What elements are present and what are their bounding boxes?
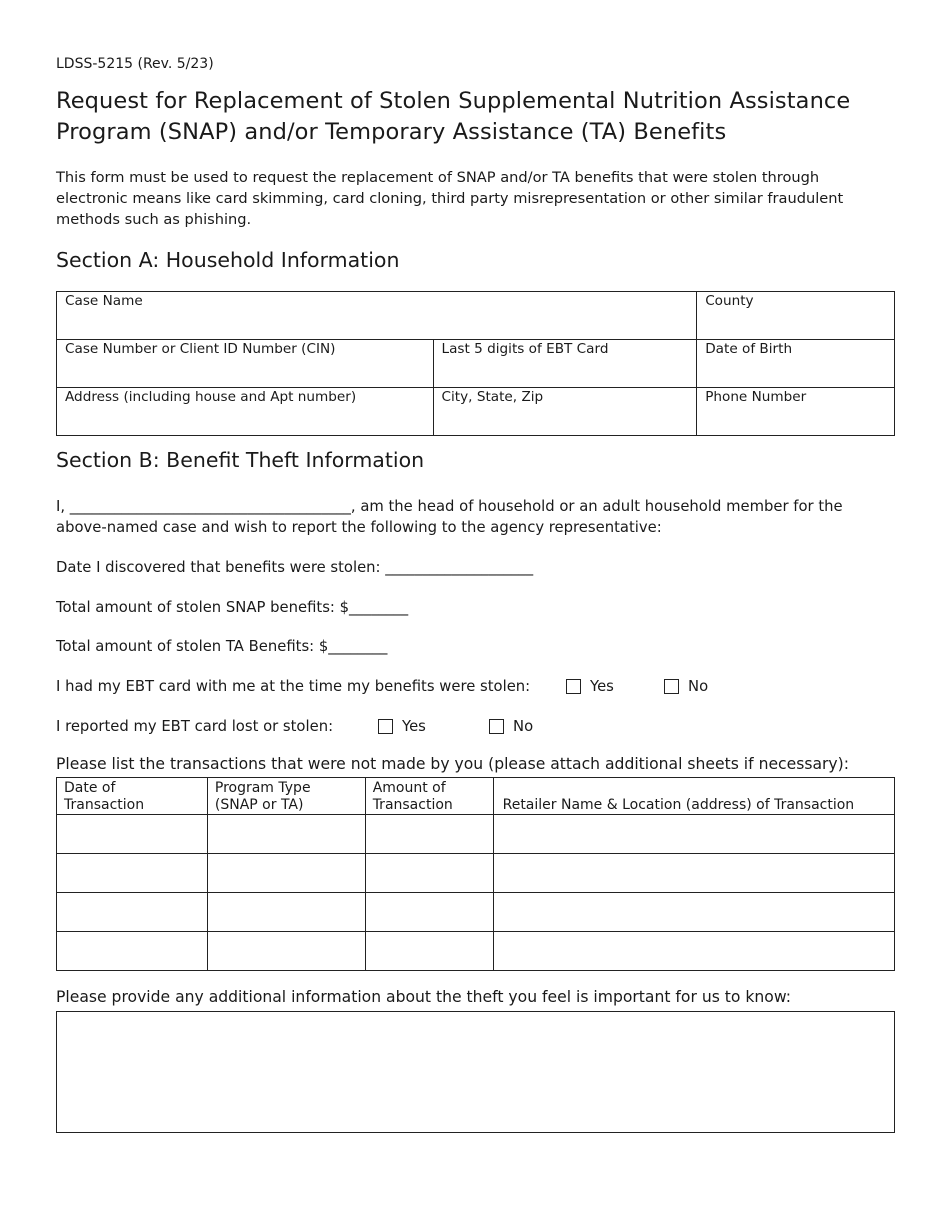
table-cell[interactable] [57,893,208,932]
snap-total-line[interactable]: Total amount of stolen SNAP benefits: $________ [56,599,409,616]
table-cell[interactable] [365,893,493,932]
additional-info-caption: Please provide any additional information about the theft you feel is important for us to know: [56,988,791,1006]
transactions-caption: Please list the transactions that were not made by you (please attach additional sheets if necessary): [56,755,849,773]
card-with-me-yes[interactable] [566,678,614,695]
table-cell[interactable] [365,815,493,854]
reported-lost-no[interactable] [489,718,533,735]
table-row [57,893,895,932]
table-row [57,932,895,971]
section-a-heading: Section A: Household Information [56,248,400,272]
transactions-table [56,777,895,971]
checkbox-icon[interactable] [664,679,679,694]
table-cell[interactable] [57,854,208,893]
reported-lost-yes[interactable] [378,718,426,735]
case-number-label: Case Number or Client ID Number (CIN) [65,341,336,357]
case-name-field[interactable] [57,292,697,340]
ebt-last5-label: Last 5 digits of EBT Card [441,341,609,357]
table-cell[interactable] [365,932,493,971]
phone-label: Phone Number [705,389,807,405]
city-state-zip-field[interactable] [433,388,697,436]
dob-label: Date of Birth [705,341,793,357]
card-with-me-question: I had my EBT card with me at the time my benefits were stolen: [56,678,531,695]
attestation-text[interactable]: I, ______________________________________, am the head of household or an adult household member for the above-named case and wish to report the following to the agency representative: [56,498,843,536]
form-id: LDSS-5215 (Rev. 5/23) [56,56,214,72]
city-state-zip-label: City, State, Zip [441,389,544,405]
date-discovered-line[interactable]: Date I discovered that benefits were stolen: ____________________ [56,559,534,576]
case-name-label: Case Name [65,293,143,309]
table-row [57,815,895,854]
form-title: Request for Replacement of Stolen Supplemental Nutrition Assistance Program (SNAP) and/or Temporary Assistance (TA) Benefits [56,88,851,145]
table-cell[interactable] [365,854,493,893]
address-field[interactable] [57,388,434,436]
reported-lost-question: I reported my EBT card lost or stolen: [56,718,334,735]
card-with-me-no-label: No [688,678,709,695]
checkbox-icon[interactable] [566,679,581,694]
checkbox-icon[interactable] [489,719,504,734]
table-cell[interactable] [207,893,365,932]
case-number-field[interactable] [57,340,434,388]
table-cell[interactable] [57,932,208,971]
additional-info-box[interactable] [56,1011,895,1133]
dob-field[interactable] [697,340,895,388]
table-cell[interactable] [57,815,208,854]
reported-lost-yes-label: Yes [402,718,426,735]
table-row [57,854,895,893]
ta-total-line[interactable]: Total amount of stolen TA Benefits: $________ [56,638,388,655]
ebt-last5-field[interactable] [433,340,697,388]
section-b-heading: Section B: Benefit Theft Information [56,448,425,472]
table-cell[interactable] [207,815,365,854]
col-date-header: Date of Transaction [57,778,208,815]
intro-text: This form must be used to request the replacement of SNAP and/or TA benefits that were stolen through electronic means like card skimming, card cloning, third party misrepresentation or other similar fraudulent methods such as phishing. [56,169,844,228]
address-label: Address (including house and Apt number) [65,389,357,405]
county-field[interactable] [697,292,895,340]
card-with-me-yes-label: Yes [590,678,614,695]
reported-lost-no-label: No [513,718,534,735]
col-retailer-header: Retailer Name & Location (address) of Transaction [493,778,894,815]
table-cell[interactable] [493,815,894,854]
col-program-header: Program Type (SNAP or TA) [207,778,365,815]
table-cell[interactable] [493,893,894,932]
county-label: County [705,293,754,309]
phone-field[interactable] [697,388,895,436]
table-cell[interactable] [207,854,365,893]
table-cell[interactable] [493,854,894,893]
col-amount-header: Amount of Transaction [365,778,493,815]
table-cell[interactable] [207,932,365,971]
table-cell[interactable] [493,932,894,971]
checkbox-icon[interactable] [378,719,393,734]
household-info-table [56,291,895,436]
card-with-me-no[interactable] [664,678,708,695]
